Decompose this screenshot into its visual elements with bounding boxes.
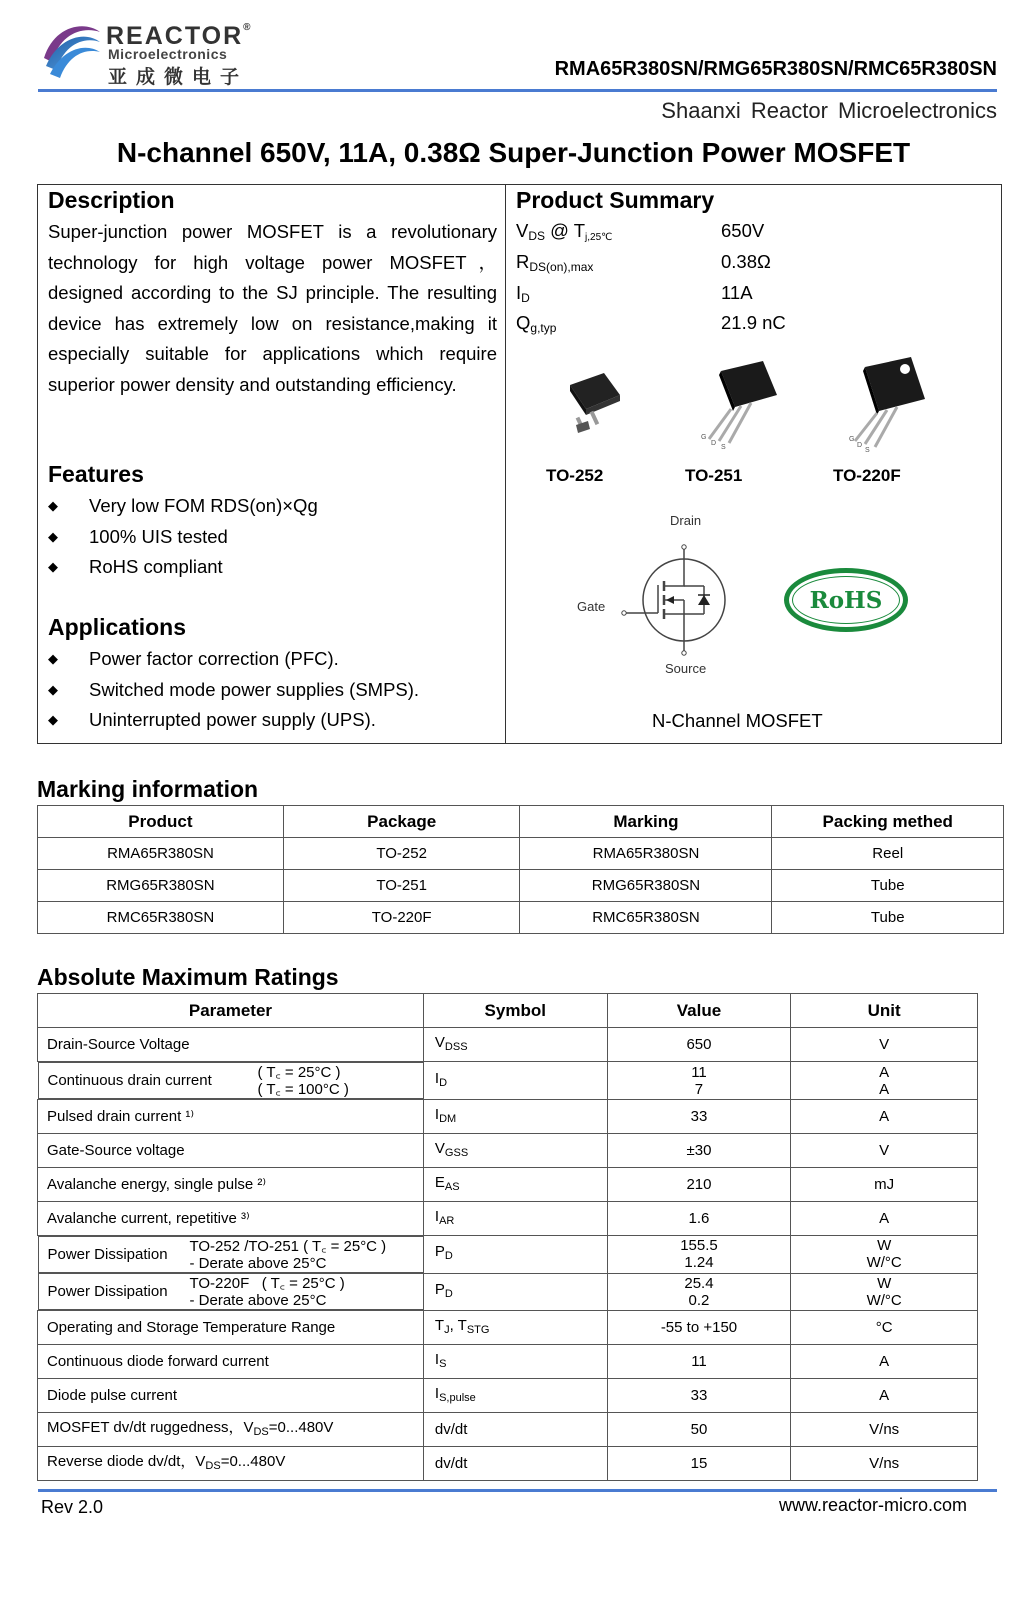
unit-cell: mJ [791, 1168, 978, 1202]
ratings-table [37, 993, 978, 1481]
website-link[interactable]: www.reactor-micro.com [778, 1495, 967, 1515]
parameter-cell: Power Dissipation TO-220F ( T꜀ = 25°C ) - Derate above 25°C [38, 1273, 423, 1310]
value-cell: 50 [607, 1413, 791, 1447]
table-header-row [38, 994, 978, 1028]
parameter-cell: Avalanche current, repetitive ³⁾ [38, 1202, 424, 1236]
parameter-cell: Avalanche energy, single pulse ²⁾ [38, 1168, 424, 1202]
to-252-package-icon [548, 365, 628, 445]
table-header-row [38, 806, 1004, 838]
marking-heading: Marking information [37, 776, 259, 802]
svg-text:D: D [711, 440, 717, 447]
mosfet-symbol-icon [620, 543, 732, 657]
table-row [38, 1447, 978, 1481]
parameter-cell: Gate-Source voltage [38, 1134, 424, 1168]
svg-text:S: S [721, 444, 726, 451]
summary-row: $Q_{g,typ}$ 21.9 nC [516, 312, 786, 335]
list-item: ◆ Power factor correction (PFC). [48, 644, 419, 675]
table-row [38, 1311, 978, 1345]
unit-cell: V [791, 1028, 978, 1062]
parameter-cell: Power Dissipation TO-252 /TO-251 ( T꜀ = 25°C ) - Derate above 25°C [38, 1236, 423, 1273]
column-header: Parameter [38, 994, 424, 1028]
column-header: Package [283, 806, 520, 838]
bullet-icon: ◆ [48, 681, 58, 697]
unit-cell: A [791, 1100, 978, 1134]
unit-cell: V [791, 1134, 978, 1168]
marking-table [37, 805, 1004, 934]
table-row [38, 1413, 978, 1447]
parameter-cell: Diode pulse current [38, 1379, 424, 1413]
value-cell: 210 [607, 1168, 791, 1202]
summary-heading: Product Summary [516, 187, 715, 213]
table-row [38, 1202, 978, 1236]
unit-cell: W W/°C [791, 1236, 978, 1274]
value-cell: 1.6 [607, 1202, 791, 1236]
package-label: TO-220F [833, 466, 901, 485]
value-cell: 33 [607, 1100, 791, 1134]
unit-cell: V/ns [791, 1447, 978, 1481]
column-header: Product [38, 806, 284, 838]
value-cell: 15 [607, 1447, 791, 1481]
symbol-cell: $I_{AR}$ [423, 1202, 607, 1236]
list-item: ◆ Very low FOM RDS(on)×Qg [48, 491, 318, 522]
value-cell: 25.4 0.2 [607, 1273, 791, 1311]
summary-row: $I_D$ 11A [516, 282, 753, 305]
logo-name: REACTOR [106, 22, 244, 50]
bullet-icon: ◆ [48, 651, 58, 666]
table-row [38, 1345, 978, 1379]
unit-cell: W W/°C [791, 1273, 978, 1311]
svg-text:G: G [849, 436, 855, 443]
table-row: RMC65R380SN TO-220F RMC65R380SN Tube [38, 902, 1004, 934]
schematic-caption: N-Channel MOSFET [652, 710, 823, 731]
ratings-body [38, 1028, 978, 1481]
value-cell: 650 [607, 1028, 791, 1062]
value-cell: 33 [607, 1379, 791, 1413]
applications-heading: Applications [48, 614, 187, 640]
value-cell: 155.5 1.24 [607, 1236, 791, 1274]
source-label: Source [665, 661, 707, 676]
header-divider [38, 89, 997, 92]
bullet-icon: ◆ [48, 528, 58, 544]
table-row [38, 1028, 978, 1062]
bullet-icon: ◆ [48, 712, 58, 727]
rohs-text: RoHS [809, 586, 883, 614]
parameter-cell: Operating and Storage Temperature Range [38, 1311, 424, 1345]
logo-subtitle: Microelectronics [108, 46, 228, 62]
symbol-cell: $V_{GSS}$ [423, 1134, 607, 1168]
symbol-cell: $P_D$ [423, 1236, 607, 1274]
list-item: ◆ Uninterrupted power supply (UPS). [48, 705, 419, 736]
list-item: ◆ RoHS compliant [48, 552, 318, 583]
column-header: Marking [520, 806, 772, 838]
symbol-cell: $I_{DM}$ [423, 1100, 607, 1134]
unit-cell: A [791, 1202, 978, 1236]
symbol-cell: $P_D$ [423, 1273, 607, 1311]
bullet-icon: ◆ [48, 559, 58, 574]
unit-cell: A A [791, 1062, 978, 1100]
value-cell: ±30 [607, 1134, 791, 1168]
svg-text:G: G [701, 434, 707, 441]
overview-box [37, 184, 1002, 744]
registered-mark: ® [243, 22, 251, 33]
applications-list [48, 644, 419, 736]
overview-divider [505, 185, 506, 743]
table-row [38, 1100, 978, 1134]
drain-label: Drain [670, 513, 702, 528]
ratings-heading: Absolute Maximum Ratings [37, 964, 339, 990]
description-text: Super-junction power MOSFET is a revolutionary technology for high voltage power MOSFET， designed according to the SJ principle. The resulting device has extremely low on resistance,making it especially suitable for applications which require superior power density and outstanding efficiency. [48, 221, 497, 395]
package-label: TO-251 [685, 466, 743, 485]
package-label: TO-252 [546, 466, 604, 485]
table-row: RMA65R380SN TO-252 RMA65R380SN Reel [38, 838, 1004, 870]
column-header: Unit [791, 994, 978, 1028]
parameter-cell: Continuous diode forward current [38, 1345, 424, 1379]
summary-row: $R_{DS(on),max}$ 0.38Ω [516, 251, 771, 274]
bullet-icon: ◆ [48, 498, 58, 513]
symbol-cell: $I_D$ [423, 1062, 607, 1100]
description-heading: Description [48, 187, 175, 213]
table-row [38, 1236, 978, 1274]
features-list [48, 491, 318, 583]
column-header: Packing methed [772, 806, 1004, 838]
logo-chinese-name: 亚成微电子 [108, 67, 249, 88]
value-cell: -55 to +150 [607, 1311, 791, 1345]
rohs-badge [784, 568, 908, 632]
gate-label: Gate [577, 599, 606, 614]
svg-text:S: S [865, 447, 870, 454]
to-220f-package-icon [827, 355, 927, 455]
company-name: Shaanxi Reactor Microelectronics [661, 98, 997, 123]
svg-text:D: D [857, 442, 863, 449]
parameter-cell: Drain-Source Voltage [38, 1028, 424, 1062]
symbol-cell: dv/dt [423, 1447, 607, 1481]
table-row [38, 1379, 978, 1413]
parameter-cell: MOSFET dv/dt ruggedness，$V_{DS}=0...480V$ [38, 1413, 424, 1447]
list-item: ◆ Switched mode power supplies (SMPS). [48, 675, 419, 706]
company-logo [38, 18, 288, 88]
symbol-cell: $I_{S,pulse}$ [423, 1379, 607, 1413]
value-cell: 11 7 [607, 1062, 791, 1100]
summary-row: $V_{DS}$ @ Tj,25℃ 650V [516, 220, 765, 243]
symbol-cell: $I_S$ [423, 1345, 607, 1379]
unit-cell: V/ns [791, 1413, 978, 1447]
table-row [38, 1134, 978, 1168]
revision: Rev 2.0 [41, 1497, 104, 1517]
list-item: ◆ 100% UIS tested [48, 522, 318, 553]
column-header: Symbol [423, 994, 607, 1028]
parameter-cell: Continuous drain current ( T꜀ = 25°C ) ( T꜀ = 100°C ) [38, 1062, 423, 1099]
symbol-cell: $V_{DSS}$ [423, 1028, 607, 1062]
rohs-inner-ring [792, 576, 900, 624]
parameter-cell: Pulsed drain current ¹⁾ [38, 1100, 424, 1134]
table-row [38, 1168, 978, 1202]
parameter-cell: Reverse diode dv/dt，$V_{DS}=0...480V$ [38, 1447, 424, 1481]
symbol-cell: $E_{AS}$ [423, 1168, 607, 1202]
table-row [38, 1273, 978, 1311]
column-header: Value [607, 994, 791, 1028]
part-numbers: RMA65R380SN/RMG65R380SN/RMC65R380SN [554, 58, 997, 80]
table-row [38, 1062, 978, 1100]
table-row: RMG65R380SN TO-251 RMG65R380SN Tube [38, 870, 1004, 902]
features-heading: Features [48, 461, 144, 487]
symbol-cell: $T_J$, $T_{STG}$ [423, 1311, 607, 1345]
symbol-cell: dv/dt [423, 1413, 607, 1447]
value-cell: 11 [607, 1345, 791, 1379]
to-251-package-icon [681, 357, 781, 452]
unit-cell: A [791, 1379, 978, 1413]
footer-divider [38, 1489, 997, 1492]
page-title: N-channel 650V, 11A, 0.38Ω Super-Junction Power MOSFET [116, 137, 911, 168]
unit-cell: A [791, 1345, 978, 1379]
reactor-logo-icon [38, 18, 104, 84]
unit-cell: °C [791, 1311, 978, 1345]
